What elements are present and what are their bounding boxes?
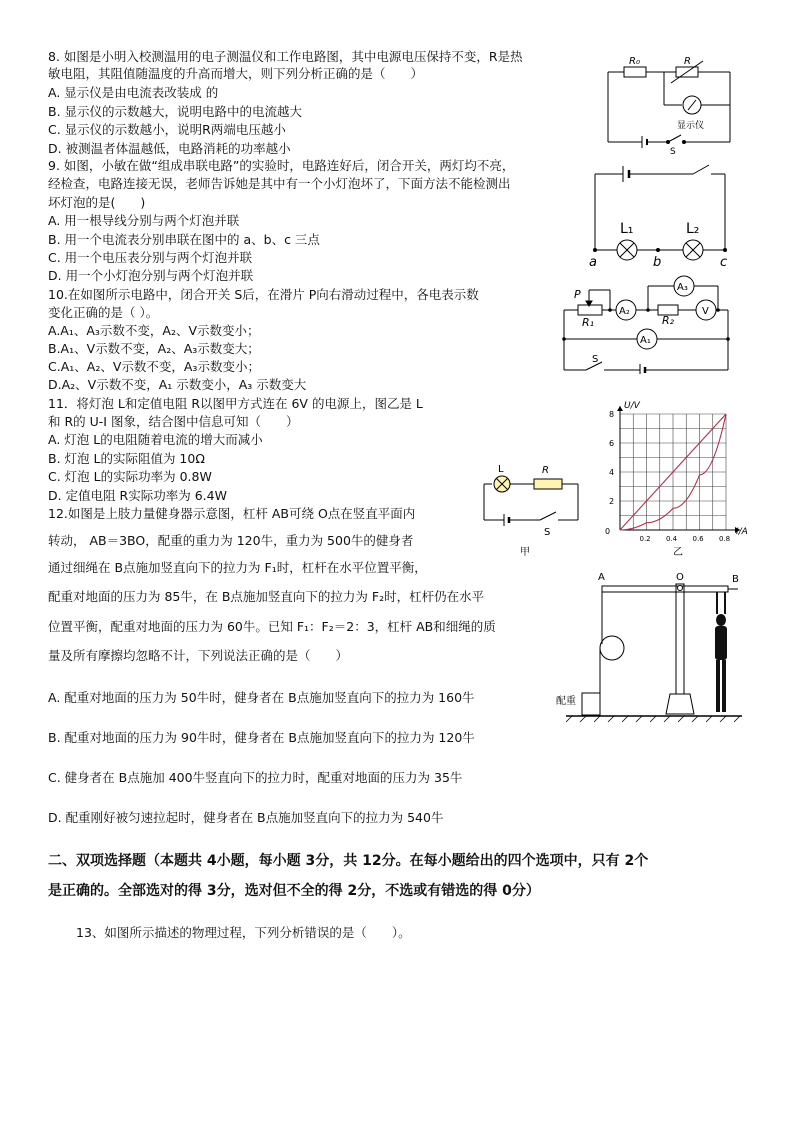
q11-option-c: C. 灯泡 L的实际功率为 0.8W — [48, 469, 212, 484]
chart-ylabel: U/V — [624, 401, 640, 411]
q11-caption-jia: 甲 — [520, 547, 530, 558]
q9-label-c: c — [720, 255, 728, 270]
y-tick-label: 6 — [609, 439, 615, 448]
q12-stem-line3: 通过细绳在 B点施加竖直向下的拉力为 F₁时，杠杆在水平位置平衡， — [48, 560, 427, 575]
q9-option-c: C. 用一个电压表分别与两个灯泡并联 — [48, 250, 253, 265]
q10-option-b: B.A₁、V示数不变，A₂、A₃示数变大； — [48, 341, 260, 356]
q10-label-v: V — [702, 306, 709, 317]
switch-icon — [540, 512, 556, 520]
pulley-icon — [600, 636, 624, 660]
q9-option-d: D. 用一个小灯泡分别与两个灯泡并联 — [48, 268, 254, 283]
q12-option-c: C. 健身者在 B点施加 400牛竖直向下的拉力时，配重对地面的压力为 35牛 — [48, 770, 463, 785]
q10-label-r1: R₁ — [582, 316, 595, 329]
q11-label-s: S — [544, 527, 551, 538]
q11-caption-yi: 乙 — [673, 547, 683, 558]
post — [676, 584, 684, 694]
q10-label-r2: R₂ — [662, 314, 675, 327]
person-figure — [715, 592, 727, 712]
q12-option-d: D. 配重刚好被匀速拉起时，健身者在 B点施加竖直向下的拉力为 540牛 — [48, 810, 444, 825]
lever-ab — [602, 586, 728, 592]
q10-stem-line1: 10.在如图所示电路中，闭合开关 S后，在滑片 P向右滑动过程中，各电表示数 — [48, 287, 479, 302]
q12-stem-line6: 量及所有摩擦均忽略不计，下列说法正确的是（ ） — [48, 648, 349, 663]
q12-label-weight: 配重 — [556, 696, 576, 707]
y-tick-label: 2 — [609, 497, 615, 506]
q10-label-a3: A₃ — [677, 282, 688, 293]
q10-label-a1: A₁ — [640, 335, 651, 346]
q9-option-b: B. 用一个电流表分别串联在图中的 a、b、c 三点 — [48, 232, 320, 247]
q8-label-r: R — [684, 56, 691, 67]
q10-stem-line2: 变化正确的是（ ）。 — [48, 305, 159, 320]
q11-ui-chart — [598, 400, 758, 562]
q12-label-a: A — [598, 572, 605, 583]
x-tick-label: 0.2 — [639, 535, 651, 543]
q10-label-p: P — [574, 288, 581, 301]
q11-label-r: R — [542, 465, 549, 476]
counterweight — [582, 693, 600, 715]
q12-lever-diagram — [552, 568, 748, 724]
q11-stem-line2: 和 R的 U-I 图象，结合图中信息可知（ ） — [48, 414, 299, 429]
q8-circuit-diagram — [598, 55, 748, 155]
q11-stem-line1: 11．将灯泡 L和定值电阻 R以图甲方式连在 6V 的电源上，图乙是 L — [48, 396, 423, 411]
resistor-r — [534, 479, 562, 489]
q9-option-a: A. 用一根导线分别与两个灯泡并联 — [48, 213, 240, 228]
q8-label-switch: S — [670, 147, 676, 155]
q12-stem-line1: 12.如图是上肢力量健身器示意图，杠杆 AB可绕 O点在竖直平面内 — [48, 506, 416, 521]
q8-option-b: B. 显示仪的示数越大，说明电路中的电流越大 — [48, 104, 303, 119]
q12-stem-line2: 转动， AB＝3BO，配重的重力为 120牛，重力为 500牛的健身者 — [48, 533, 414, 548]
q12-label-o: O — [676, 572, 684, 583]
q9-stem-line1: 9. 如图，小敏在做“组成串联电路”的实验时，电路连好后，闭合开关，两灯均不亮， — [48, 158, 515, 173]
q12-option-b: B. 配重对地面的压力为 90牛时，健身者在 B点施加竖直向下的拉力为 120牛 — [48, 730, 475, 745]
y-tick-label: 4 — [609, 468, 615, 477]
q8-stem-line1: 8. 如图是小明入校测温用的电子测温仪和工作电路图，其中电源电压保持不变，R是热 — [48, 49, 523, 64]
q9-label-l1: L₁ — [620, 221, 634, 237]
rheostat-r1 — [578, 305, 602, 315]
q11-option-b: B. 灯泡 L的实际阻值为 10Ω — [48, 451, 205, 466]
q9-circuit-diagram — [585, 162, 735, 270]
q10-option-c: C.A₁、A₂、V示数不变，A₃示数变小； — [48, 359, 260, 374]
x-tick-label: 0.4 — [666, 535, 678, 543]
y-axis-arrow — [617, 406, 623, 411]
q12-stem-line5: 位置平衡，配重对地面的压力为 60牛。已知 F₁：F₂＝2：3，杠杆 AB和细绳的质 — [48, 619, 496, 634]
q9-label-b: b — [653, 255, 662, 270]
q9-label-l2: L₂ — [686, 221, 700, 237]
x-tick-label: 0.6 — [692, 535, 704, 543]
q10-option-a: A.A₁、A₃示数不变，A₂、V示数变小； — [48, 323, 260, 338]
q11-option-d: D. 定值电阻 R实际功率为 6.4W — [48, 488, 227, 503]
y-tick-label: 8 — [609, 410, 615, 419]
q8-label-r0: R₀ — [629, 56, 640, 67]
q11-option-a: A. 灯泡 L的电阻随着电流的增大而减小 — [48, 432, 263, 447]
q8-stem-line2: 敏电阻，其阻值随温度的升高而增大，则下列分析正确的是（ ） — [48, 66, 424, 81]
chart-axes — [617, 406, 740, 533]
q11-label-l: L — [498, 464, 504, 475]
chart-xlabel: I/A — [736, 527, 748, 537]
q12-option-a: A. 配重对地面的压力为 50牛时，健身者在 B点施加竖直向下的拉力为 160牛 — [48, 690, 475, 705]
q8-label-meter: 显示仪 — [677, 121, 705, 131]
chart-origin: 0 — [605, 527, 611, 536]
r0-resistor — [624, 67, 646, 77]
switch-icon — [693, 165, 709, 174]
q10-label-a2: A₂ — [619, 306, 630, 317]
q12-label-b: B — [732, 574, 739, 585]
q10-label-s: S — [592, 354, 599, 365]
q9-stem-line2: 经检查，电路连接无误，老师告诉她是其中有一个小灯泡坏了，下面方法不能检测出 — [48, 176, 511, 191]
q11-circuit-jia — [478, 462, 598, 560]
q8-option-c: C. 显示仪的示数越小，说明R两端电压越小 — [48, 122, 286, 137]
x-tick-label: 0.8 — [719, 535, 731, 543]
section2-heading-line2: 是正确的。全部选对的得 3分，选对但不全的得 2分，不选或有错选的得 0分） — [48, 883, 540, 899]
q10-circuit-diagram — [558, 272, 738, 374]
section2-heading-line1: 二、双项选择题（本题共 4小题，每小题 3分，共 12分。在每小题给出的四个选项中，只有 2个 — [48, 853, 649, 869]
q10-option-d: D.A₂、V示数不变，A₁ 示数变小，A₃ 示数变大 — [48, 377, 307, 392]
q9-stem-line3: 坏灯泡的是( ) — [48, 195, 146, 210]
q9-label-a: a — [589, 255, 597, 270]
q8-option-a: A. 显示仪是由电流表改装成 的 — [48, 85, 219, 100]
q8-option-d: D. 被测温者体温越低，电路消耗的功率越小 — [48, 141, 291, 156]
q12-stem-line4: 配重对地面的压力为 85牛，在 B点施加竖直向下的拉力为 F₂时，杠杆仍在水平 — [48, 589, 485, 604]
q13-stem: 13、如图所示描述的物理过程，下列分析错误的是（ ）。 — [76, 925, 411, 940]
